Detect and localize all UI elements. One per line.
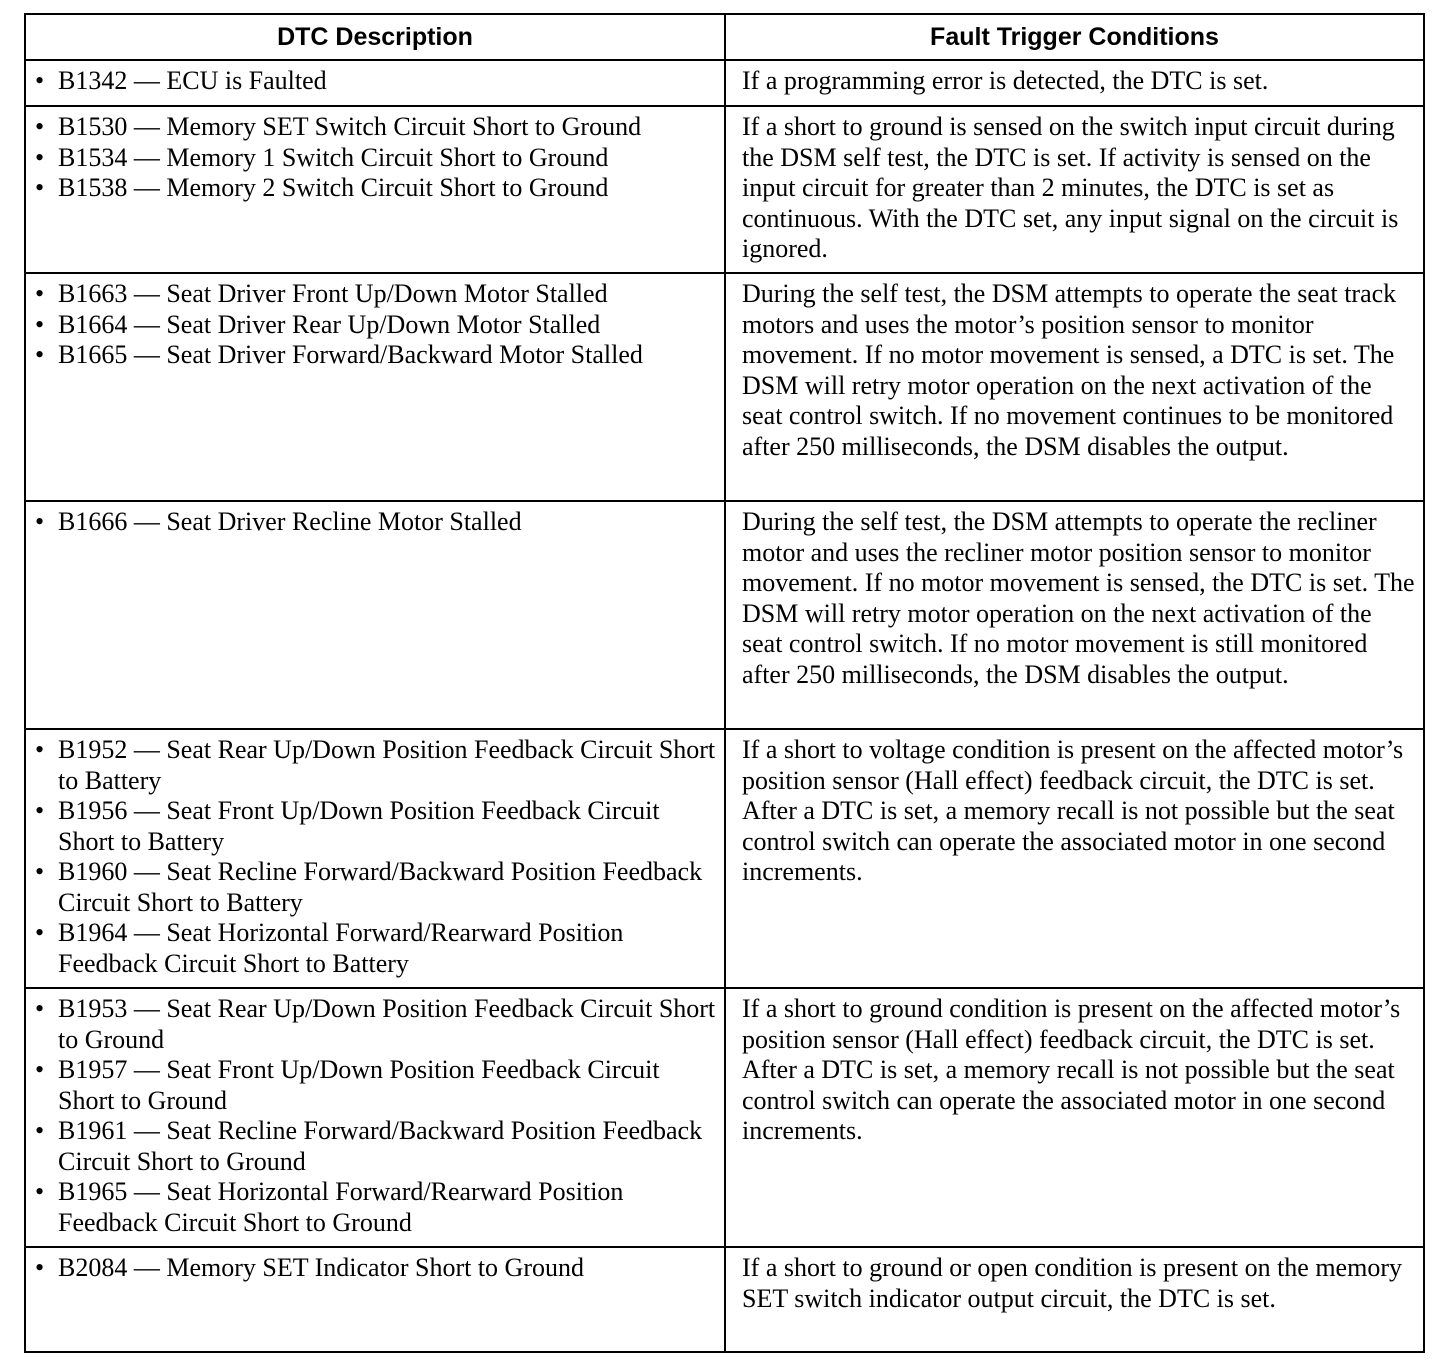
dtc-code-text: B1530 — Memory SET Switch Circuit Short to Ground — [58, 112, 642, 141]
dtc-description-cell — [25, 60, 725, 106]
dtc-code-text: B1666 — Seat Driver Recline Motor Stalled — [58, 507, 522, 536]
table-row — [25, 273, 1424, 501]
dtc-code-text: B1965 — Seat Horizontal Forward/Rearward Position Feedback Circuit Short to Ground — [58, 1177, 624, 1237]
dtc-code-item — [34, 507, 720, 538]
dtc-code-text: B1538 — Memory 2 Switch Circuit Short to Ground — [58, 173, 609, 202]
dtc-description-cell — [25, 273, 725, 501]
dtc-code-item — [34, 340, 720, 371]
dtc-fault-table — [24, 13, 1425, 1353]
dtc-code-item — [34, 143, 720, 174]
dtc-code-item — [34, 112, 720, 143]
bullet-icon: • — [35, 309, 45, 339]
fault-condition-cell: If a short to ground condition is present on the affected motor’s position sensor (Hall effect) feedback circuit, the DTC is set. After a DTC is set, a memory recall is not possible but the seat control switch can operate the associated motor in one second increments. — [725, 988, 1424, 1247]
dtc-code-text: B1960 — Seat Recline Forward/Backward Position Feedback Circuit Short to Battery — [58, 857, 703, 917]
dtc-code-item — [34, 1116, 720, 1177]
header-dtc-description: DTC Description — [25, 14, 725, 60]
table-row — [25, 60, 1424, 106]
dtc-code-text: B1342 — ECU is Faulted — [58, 66, 327, 95]
table-row — [25, 729, 1424, 988]
header-fault-trigger-conditions: Fault Trigger Conditions — [725, 14, 1424, 60]
dtc-code-item — [34, 1253, 720, 1284]
dtc-description-cell — [25, 1247, 725, 1352]
table-row — [25, 1247, 1424, 1352]
bullet-icon: • — [35, 1055, 45, 1084]
dtc-code-item — [34, 994, 720, 1055]
table-row — [25, 106, 1424, 273]
dtc-code-text: B1956 — Seat Front Up/Down Position Feedback Circuit Short to Battery — [58, 796, 660, 856]
bullet-icon: • — [35, 796, 45, 825]
dtc-code-item — [34, 857, 720, 918]
dtc-code-list — [34, 507, 720, 538]
dtc-code-item — [34, 796, 720, 857]
dtc-code-item — [34, 66, 720, 97]
bullet-icon: • — [35, 735, 45, 764]
dtc-code-text: B1957 — Seat Front Up/Down Position Feedback Circuit Short to Ground — [58, 1055, 660, 1115]
bullet-icon: • — [35, 66, 45, 95]
bullet-icon: • — [35, 173, 45, 202]
dtc-code-text: B2084 — Memory SET Indicator Short to Ground — [58, 1253, 584, 1282]
bullet-icon: • — [35, 507, 45, 536]
dtc-code-text: B1665 — Seat Driver Forward/Backward Motor Stalled — [58, 340, 643, 369]
bullet-icon: • — [35, 279, 45, 308]
bullet-icon: • — [35, 112, 45, 141]
fault-condition-cell: During the self test, the DSM attempts to operate the recliner motor and uses the recliner motor position sensor to monitor movement. If no motor movement is sensed, the DTC is set. The DSM will retry motor operation on the next activation of the seat control switch. If no motor movement is still monitored after 250 milliseconds, the DSM disables the output. — [725, 501, 1424, 729]
dtc-code-text: B1663 — Seat Driver Front Up/Down Motor Stalled — [58, 279, 608, 308]
dtc-code-text: B1961 — Seat Recline Forward/Backward Position Feedback Circuit Short to Ground — [58, 1116, 703, 1176]
dtc-code-item — [34, 1055, 720, 1116]
bullet-icon: • — [35, 142, 45, 172]
dtc-code-item — [34, 310, 720, 341]
dtc-code-list — [34, 279, 720, 371]
header-row — [25, 14, 1424, 60]
bullet-icon: • — [35, 994, 45, 1023]
dtc-code-item — [34, 1177, 720, 1238]
dtc-code-list — [34, 994, 720, 1238]
fault-condition-cell: If a short to ground or open condition is present on the memory SET switch indicator output circuit, the DTC is set. — [725, 1247, 1424, 1352]
dtc-code-item — [34, 173, 720, 204]
table-row — [25, 501, 1424, 729]
dtc-code-text: B1952 — Seat Rear Up/Down Position Feedback Circuit Short to Battery — [58, 735, 716, 795]
dtc-code-list — [34, 735, 720, 979]
bullet-icon: • — [35, 918, 45, 947]
dtc-description-cell — [25, 501, 725, 729]
dtc-description-cell — [25, 106, 725, 273]
dtc-code-list — [34, 112, 720, 204]
dtc-code-item — [34, 279, 720, 310]
fault-condition-cell: If a short to ground is sensed on the switch input circuit during the DSM self test, the DTC is set. If activity is sensed on the input circuit for greater than 2 minutes, the DTC is set as continuous. With the DTC set, any input signal on the circuit is ignored. — [725, 106, 1424, 273]
dtc-code-text: B1534 — Memory 1 Switch Circuit Short to Ground — [58, 142, 609, 172]
dtc-description-cell — [25, 988, 725, 1247]
bullet-icon: • — [35, 1253, 45, 1282]
dtc-code-text: B1664 — Seat Driver Rear Up/Down Motor Stalled — [58, 309, 601, 339]
dtc-code-item — [34, 735, 720, 796]
fault-condition-cell: During the self test, the DSM attempts to operate the seat track motors and uses the motor’s position sensor to monitor movement. If no motor movement is sensed, a DTC is set. The DSM will retry motor operation on the next activation of the seat control switch. If no movement continues to be monitored after 250 milliseconds, the DSM disables the output. — [725, 273, 1424, 501]
dtc-code-list — [34, 66, 720, 97]
fault-condition-cell: If a short to voltage condition is present on the affected motor’s position sensor (Hall effect) feedback circuit, the DTC is set. After a DTC is set, a memory recall is not possible but the seat control switch can operate the associated motor in one second increments. — [725, 729, 1424, 988]
bullet-icon: • — [35, 1177, 45, 1206]
bullet-icon: • — [35, 1116, 45, 1145]
dtc-code-item — [34, 918, 720, 979]
dtc-code-text: B1953 — Seat Rear Up/Down Position Feedback Circuit Short to Ground — [58, 994, 716, 1054]
dtc-description-cell — [25, 729, 725, 988]
table-row — [25, 988, 1424, 1247]
fault-condition-cell: If a programming error is detected, the DTC is set. — [725, 60, 1424, 106]
dtc-code-list — [34, 1253, 720, 1284]
dtc-code-text: B1964 — Seat Horizontal Forward/Rearward Position Feedback Circuit Short to Battery — [58, 918, 624, 978]
bullet-icon: • — [35, 857, 45, 886]
bullet-icon: • — [35, 340, 45, 369]
